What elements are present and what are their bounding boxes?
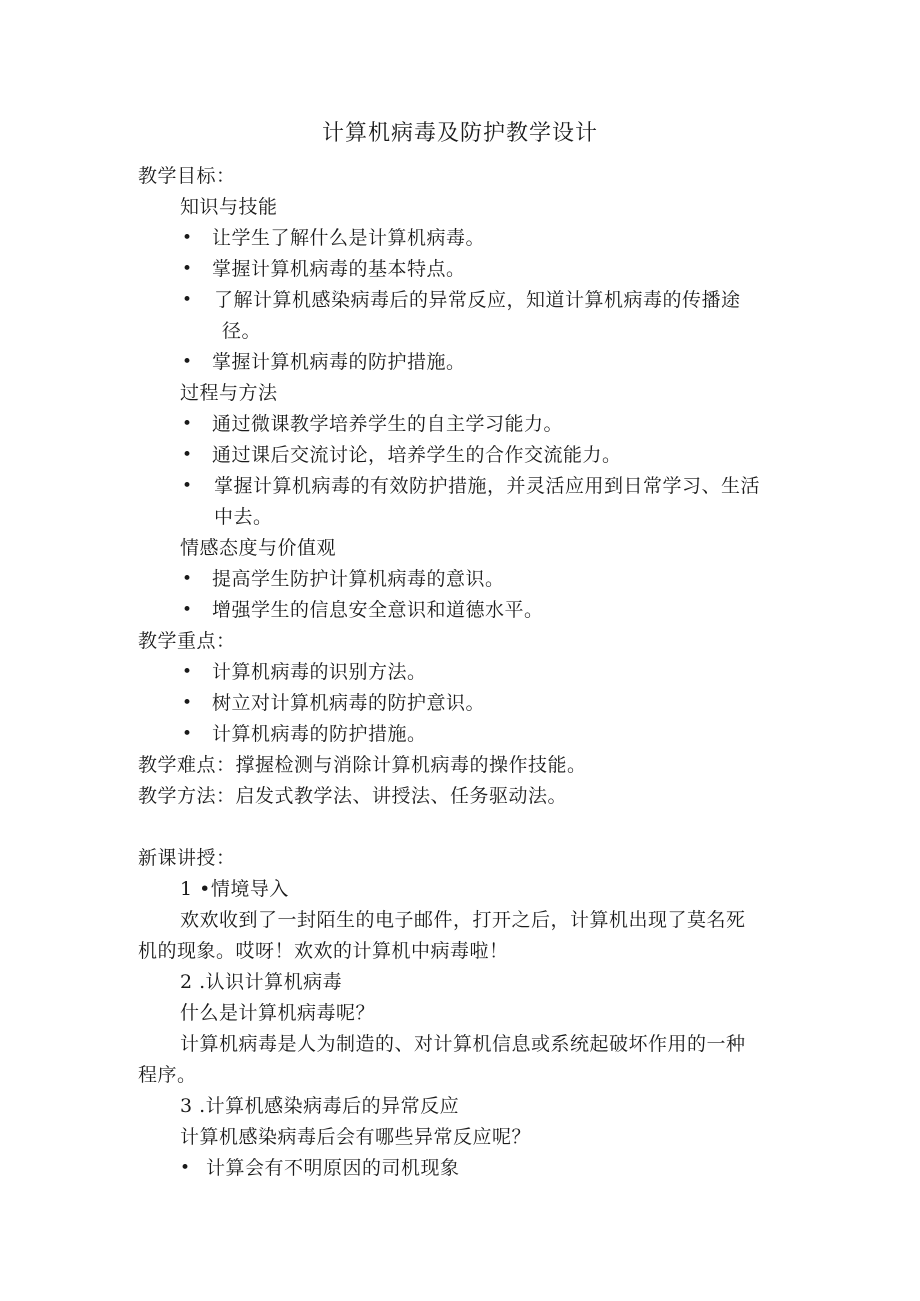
bullet-icon: •: [182, 259, 193, 279]
bullet-icon: •: [182, 476, 193, 496]
process-heading: 过程与方法: [180, 382, 278, 404]
bullet-icon: •: [182, 569, 193, 589]
emotion-heading: 情感态度与价值观: [180, 537, 337, 559]
paragraph: 欢欢收到了一封陌生的电子邮件，打开之后，计算机出现了莫名死: [180, 909, 746, 931]
difficulty-line: 教学难点：撑握检测与消除计算机病毒的操作技能。: [138, 754, 587, 776]
list-item: 让学生了解什么是计算机病毒。: [212, 227, 486, 249]
bullet-icon: •: [182, 414, 193, 434]
section-3-heading: 3 .计算机感染病毒后的异常反应: [180, 1095, 460, 1117]
bullet-icon: •: [182, 693, 193, 713]
list-item: 通过微课教学培养学生的自主学习能力。: [212, 413, 564, 435]
list-item-continuation: 径。: [222, 320, 262, 342]
document-title: 计算机病毒及防护教学设计: [321, 121, 598, 146]
list-item: 增强学生的信息安全意识和道德水平。: [212, 599, 544, 621]
list-item: 计算会有不明原因的司机现象: [206, 1157, 460, 1179]
list-item-continuation: 中去。: [214, 506, 273, 528]
list-item: 掌握计算机病毒的基本特点。: [212, 258, 466, 280]
list-item: 计算机病毒的识别方法。: [212, 661, 427, 683]
bullet-icon: •: [182, 352, 193, 372]
bullet-icon: •: [180, 1158, 191, 1178]
list-item: 提高学生防护计算机病毒的意识。: [212, 568, 505, 590]
section-2-heading: 2 .认识计算机病毒: [180, 971, 343, 993]
paragraph-continuation: 机的现象。哎呀！欢欢的计算机中病毒啦！: [138, 940, 509, 962]
paragraph-continuation: 程序。: [138, 1064, 197, 1086]
bullet-icon: •: [182, 724, 193, 744]
bullet-icon: •: [182, 228, 193, 248]
list-item: 通过课后交流讨论，培养学生的合作交流能力。: [212, 444, 622, 466]
list-item: 掌握计算机病毒的防护措施。: [212, 351, 466, 373]
bullet-icon: •: [182, 662, 193, 682]
paragraph: 计算机感染病毒后会有哪些异常反应呢？: [180, 1126, 532, 1148]
section-1-heading: 1 •情境导入: [180, 878, 289, 900]
list-item: 掌握计算机病毒的有效防护措施，并灵活应用到日常学习、生活: [214, 475, 761, 497]
list-item: 树立对计算机病毒的防护意识。: [212, 692, 486, 714]
paragraph: 计算机病毒是人为制造的、对计算机信息或系统起破坏作用的一种: [180, 1033, 746, 1055]
new-lesson-label: 新课讲授：: [138, 847, 236, 869]
knowledge-heading: 知识与技能: [180, 196, 278, 218]
paragraph: 什么是计算机病毒呢？: [180, 1002, 376, 1024]
list-item: 了解计算机感染病毒后的异常反应，知道计算机病毒的传播途: [214, 289, 741, 311]
bullet-icon: •: [182, 600, 193, 620]
bullet-icon: •: [182, 290, 193, 310]
list-item: 计算机病毒的防护措施。: [212, 723, 427, 745]
bullet-icon: •: [182, 445, 193, 465]
method-line: 教学方法：启发式教学法、讲授法、任务驱动法。: [138, 785, 568, 807]
objectives-label: 教学目标：: [138, 165, 236, 187]
key-points-label: 教学重点：: [138, 630, 236, 652]
